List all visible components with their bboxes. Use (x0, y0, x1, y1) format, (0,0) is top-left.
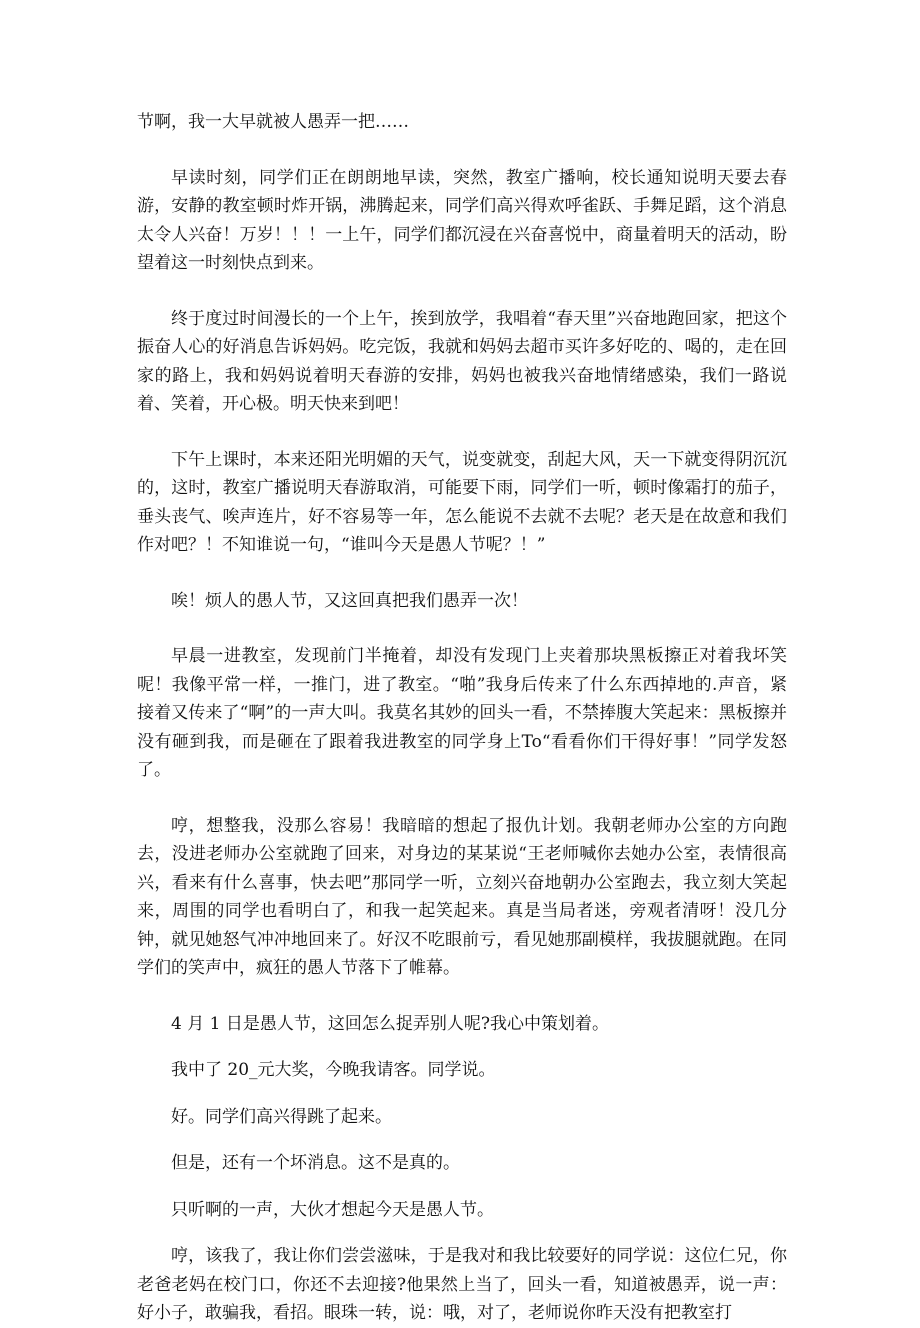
paragraph-6: 早晨一进教室，发现前门半掩着，却没有发现门上夹着那块黑板擦正对着我坏笑呢！我像平常一样，一推门，进了教室。“啪”我身后传来了什么东西掉地的.声音，紧接着又传来了“啊”的一声大叫。我莫名其妙的回头一看，不禁捧腹大笑起来：黑板擦并没有砸到我，而是砸在了跟着我进教室的同学身上To“看看你们干得好事！”同学发怒了。 (137, 646, 787, 780)
paragraph-2: 早读时刻，同学们正在朗朗地早读，突然，教室广播响，校长通知说明天要去春游，安静的教室顿时炸开锅，沸腾起来，同学们高兴得欢呼雀跃、手舞足蹈，这个消息太令人兴奋！万岁！！！一上午，同学们都沉浸在兴奋喜悦中，商量着明天的活动，盼望着这一时刻快点到来。 (137, 167, 787, 273)
paragraph-9: 我中了 20_元大奖，今晚我请客。同学说。 (171, 1060, 496, 1080)
paragraph-12: 只听啊的一声，大伙才想起今天是愚人节。 (171, 1199, 494, 1220)
paragraph-7: 哼，想整我，没那么容易！我暗暗的想起了报仇计划。我朝老师办公室的方向跑去，没进老师办公室就跑了回来，对身边的某某说“王老师喊你去她办公室，表情很高兴，看来有什么喜事，快去吧”那同学一听，立刻兴奋地朝办公室跑去，我立刻大笑起来，周围的同学也看明白了，和我一起笑起来。真是当局者迷，旁观者清呀！没几分钟，就见她怒气冲冲地回来了。好汉不吃眼前亏，看见她那副模样，我拔腿就跑。在同学们的笑声中，疯狂的愚人节落下了帷幕。 (137, 815, 787, 978)
paragraph-8: 4 月 1 日是愚人节，这回怎么捉弄别人呢?我心中策划着。 (171, 1013, 609, 1034)
paragraph-11: 但是，还有一个坏消息。这不是真的。 (171, 1153, 460, 1173)
paragraph-13: 哼，该我了，我让你们尝尝滋味，于是我对和我比较要好的同学说：这位仁兄，你老爸老妈在校门口，你还不去迎接?他果然上当了，回头一看，知道被愚弄，说一声：好小子，敢骗我，看招。眼珠一转，说：哦，对了，老师说你昨天没有把教室打 (137, 1246, 787, 1323)
paragraph-4: 下午上课时，本来还阳光明媚的天气，说变就变，刮起大风，天一下就变得阴沉沉的，这时，教室广播说明天春游取消，可能要下雨，同学们一听，顿时像霜打的茄子，垂头丧气、唉声连片，好不容易等一年，怎么能说不去就不去呢？老天是在故意和我们作对吧？！不知谁说一句，“谁叫今天是愚人节呢？！” (137, 449, 787, 555)
paragraph-1: 节啊，我一大早就被人愚弄一把…… (137, 112, 409, 132)
paragraph-3: 终于度过时间漫长的一个上午，挨到放学，我唱着“春天里”兴奋地跑回家，把这个振奋人心的好消息告诉妈妈。吃完饭，我就和妈妈去超市买许多好吃的、喝的，走在回家的路上，我和妈妈说着明天春游的安排，妈妈也被我兴奋地情绪感染，我们一路说着、笑着，开心极。明天快来到吧！ (137, 308, 787, 414)
paragraph-5: 唉！烦人的愚人节，又这回真把我们愚弄一次！ (171, 590, 528, 611)
paragraph-10: 好。同学们高兴得跳了起来。 (171, 1106, 392, 1127)
article-body (137, 108, 787, 1328)
